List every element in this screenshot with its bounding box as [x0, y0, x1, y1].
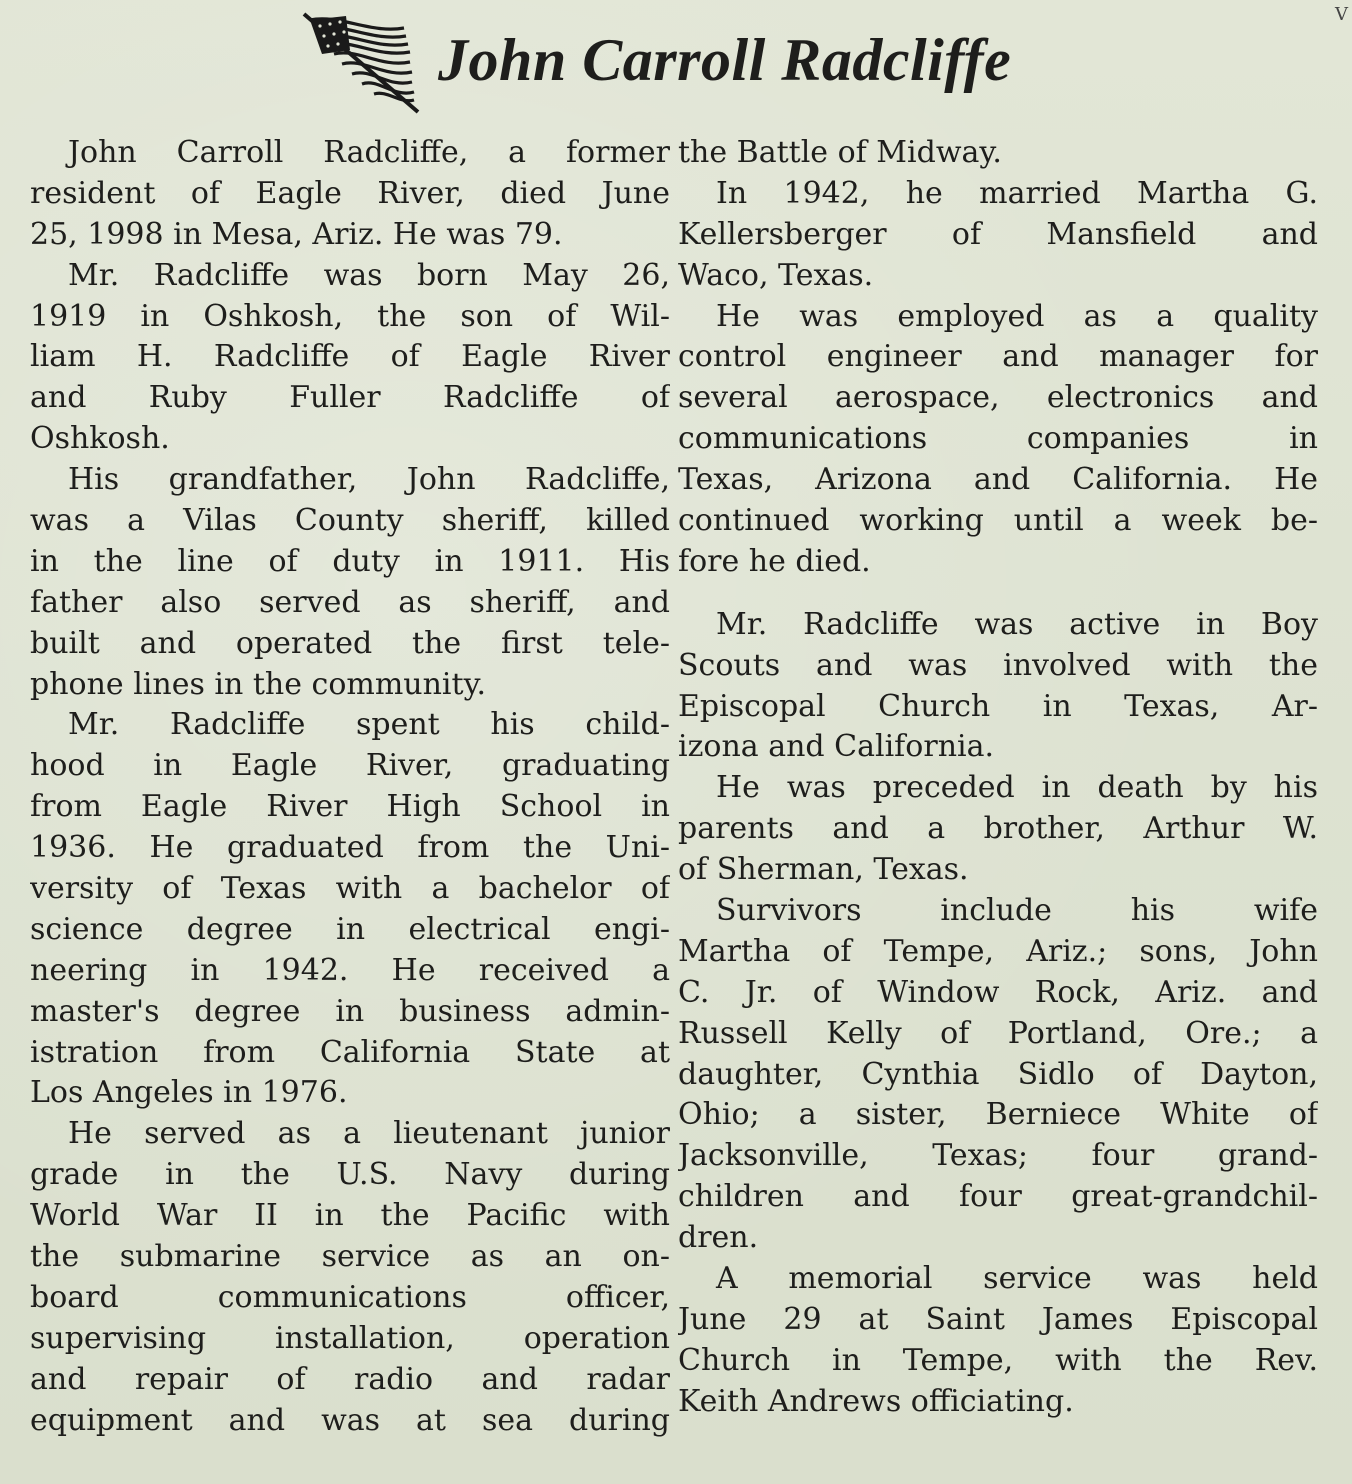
text-line: communications companies in [678, 421, 1318, 457]
obituary-header [300, 8, 1180, 118]
text-line: the submarine service as an on- [30, 1239, 670, 1275]
text-line: phone lines in the community. [30, 666, 487, 702]
text-line: children and four great-grandchil- [678, 1179, 1318, 1215]
text-line: science degree in electrical engi- [30, 911, 670, 947]
text-line: dren. [678, 1220, 759, 1256]
text-line: Jacksonville, Texas; four grand- [678, 1138, 1318, 1174]
text-line: Mr. Radcliffe was born May 26, [68, 257, 670, 293]
text-line: control engineer and manager for [678, 339, 1318, 375]
text-line: resident of Eagle River, died June [30, 175, 670, 211]
text-line: board communications officer, [30, 1279, 670, 1315]
text-line: His grandfather, John Radcliffe, [68, 462, 670, 498]
right-column [678, 133, 1318, 1423]
american-flag-icon [300, 8, 420, 118]
text-line: parents and a brother, Arthur W. [678, 811, 1318, 847]
text-line: Church in Tempe, with the Rev. [678, 1342, 1318, 1378]
text-line: and Ruby Fuller Radcliffe of [30, 380, 670, 416]
text-line: the Battle of Midway. [678, 135, 1002, 170]
text-line: Kellersberger of Mansfield and [678, 216, 1318, 252]
text-line: istration from California State at [30, 1034, 670, 1070]
text-line: continued working until a week be- [678, 503, 1318, 539]
text-line: Mr. Radcliffe was active in Boy [716, 606, 1318, 642]
text-line: Russell Kelly of Portland, Ore.; a [678, 1015, 1318, 1051]
obituary-title: John Carroll Radcliffe [438, 27, 1012, 93]
text-line: In 1942, he married Martha G. [716, 175, 1318, 211]
text-line: Keith Andrews officiating. [678, 1383, 1074, 1419]
text-line: World War II in the Pacific with [30, 1198, 670, 1234]
text-line: izona and California. [678, 729, 995, 765]
paragraph-gap [678, 583, 1318, 605]
text-line: was a Vilas County sheriff, killed [30, 503, 670, 539]
text-line: A memorial service was held [716, 1261, 1318, 1297]
text-line: daughter, Cynthia Sidlo of Dayton, [678, 1056, 1318, 1092]
text-line: Ohio; a sister, Berniece White of [678, 1097, 1318, 1133]
text-line: 1936. He graduated from the Uni- [30, 830, 670, 866]
text-line: He served as a lieutenant junior [68, 1116, 670, 1152]
text-line: He was employed as a quality [716, 298, 1318, 334]
text-line: Texas, Arizona and California. He [678, 462, 1318, 498]
text-line: 25, 1998 in Mesa, Ariz. He was 79. [30, 216, 563, 252]
text-line: Martha of Tempe, Ariz.; sons, John [678, 933, 1318, 969]
text-line: neering in 1942. He received a [30, 952, 670, 988]
text-line: Los Angeles in 1976. [30, 1075, 348, 1111]
text-line: master's degree in business admin- [30, 993, 670, 1029]
text-line: from Eagle River High School in [30, 789, 670, 825]
text-line: Episcopal Church in Texas, Ar- [678, 688, 1318, 724]
text-line: grade in the U.S. Navy during [30, 1157, 670, 1193]
text-line: Survivors include his wife [716, 893, 1318, 929]
text-line: liam H. Radcliffe of Eagle River [30, 339, 670, 375]
text-line: 1919 in Oshkosh, the son of Wil- [30, 298, 670, 334]
text-line: John Carroll Radcliffe, a former [68, 135, 670, 170]
text-line: Oshkosh. [30, 421, 170, 457]
text-line: versity of Texas with a bachelor of [30, 871, 670, 907]
text-line: fore he died. [678, 543, 871, 579]
text-line: supervising installation, operation [30, 1320, 670, 1356]
edge-mark: V [1335, 4, 1348, 25]
text-line: Waco, Texas. [678, 257, 874, 293]
text-line: He was preceded in death by his [716, 770, 1318, 806]
text-line: Scouts and was involved with the [678, 647, 1318, 683]
text-line: C. Jr. of Window Rock, Ariz. and [678, 974, 1318, 1010]
text-line: equipment and was at sea during [30, 1402, 670, 1438]
text-line: built and operated the first tele- [30, 625, 670, 661]
text-line: June 29 at Saint James Episcopal [678, 1301, 1318, 1337]
text-line: father also served as sheriff, and [30, 584, 670, 620]
text-line: of Sherman, Texas. [678, 852, 969, 888]
left-column [30, 133, 670, 1442]
text-line: and repair of radio and radar [30, 1361, 670, 1397]
text-line: in the line of duty in 1911. His [30, 543, 670, 579]
text-line: hood in Eagle River, graduating [30, 748, 670, 784]
text-line: Mr. Radcliffe spent his child- [68, 707, 670, 743]
text-line: several aerospace, electronics and [678, 380, 1318, 416]
